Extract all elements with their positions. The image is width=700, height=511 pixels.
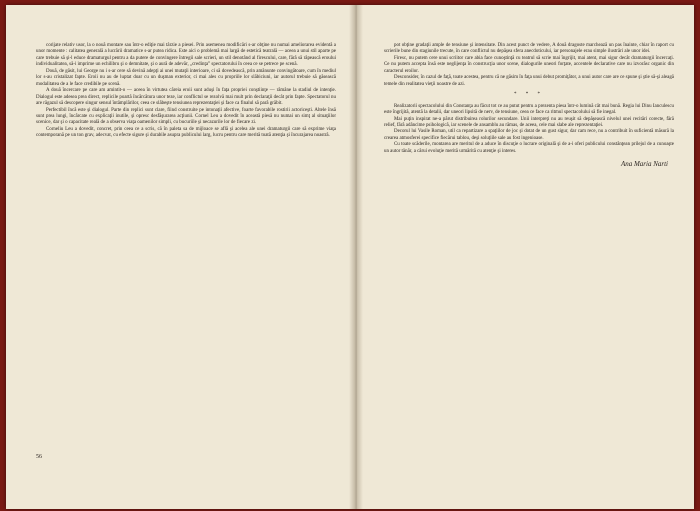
paragraph: A două încercare pe care am amintit-o — aceea în virtutea căreia eroii sunt aduşi în faţa propriei conştiinţe — rămâne la stadiul de intenţie. Dialogul este adesea prea direct, replicile poartă încărcătura unor teze, iar conflictul se rezolvă mai mult prin declaraţii decât prin fapte. Spectatorul nu are răgazul să descopere singur sensul întâmplărilor, ceea ce slăbeşte tensiunea reprezentaţiei şi face ca finalul să pară grăbit. xyxy=(36,88,336,107)
paragraph: Realizatorii spectacolului din Constanţa au făcut tot ce au putut pentru a prezenta piesa într-o lumină cât mai bună. Regia lui Dinu Ianculescu este îngrijită, atentă la detalii, dar uneori lipsită de nerv, de tensiune, ceea ce face ca ritmul spectacolului să fie inegal. xyxy=(384,103,674,116)
paragraph: Firesc, nu putem cere unui scriitor care abia face cunoştinţă cu teatrul să scrie mai îngrijit, mai atent, mai sigur decât dramaturgii încercaţi. Ce nu putem accepta însă este neglijenţa în construcţia unor scene, dialogurile uneori forţate, accentele declarative care nu izvorăsc organic din caracterul eroilor. xyxy=(384,55,674,74)
paragraph: Decorul lui Vasile Roman, util ca repartizare a spaţiilor de joc şi dotat de un gust sigur, dar cam rece, nu a contribuit în suficientă măsură la crearea atmosferei specifice fiecărui tablou, deşi soluţiile sale au fost ingenioase. xyxy=(384,129,674,141)
paragraph: Cu toate scăderile, montarea are meritul de a aduce în discuţie o lucrare originală şi de a-i oferi publicului constănţean prilejul de a cunoaşte un autor tânăr, a cărui evoluţie merită urmărită cu atenţie şi interes. xyxy=(384,142,674,154)
section-divider: * * * xyxy=(514,92,544,98)
paragraph: Mai puţin inspirat ne-a părut distribuirea rolurilor secundare. Unii interpreţi nu au reuşit să depăşească nivelul unei recitări corecte, fără relief, fără adâncime psihologică, iar scenele de ansamblu au rămas, de aceea, cele mai slabe ale reprezentaţiei. xyxy=(384,116,674,128)
left-page xyxy=(6,5,351,509)
right-page-text xyxy=(384,43,674,168)
author-signature: Ana Maria Narti xyxy=(620,160,668,169)
left-page-text xyxy=(36,43,336,140)
paragraph: Corneliu Leu a dovedit, concret, prin ceea ce a scris, că în paleta sa de mijloace se află şi acelea ale unei dramaturgii care să exprime viaţa contemporană pe un ton grav, adecvat, cu efecte sigure şi durabile asupra publicului larg, lucru pentru care merită toată atenţia şi încurajarea noastră. xyxy=(36,126,336,139)
paragraph: pot obţine gradaţii ample de tensiune şi intensitate. Din acest punct de vedere, A două dragoste marchează un pas înainte, chiar în raport cu scrierile bune din stagiunile trecute, în care conflictul nu depăşea sfera anecdoticului, iar personajele erau simple ilustrări ale unor idei. xyxy=(384,43,674,55)
book-spread xyxy=(6,5,694,509)
paragraph: corijate relativ usor, la o nouă montare sau într-o ediţie mai târzie a piesei. Prin asemenea modificări s-ar obţine nu numai ameliorarea evidentă a unor momente : calitatea generală a lucrării dramatice s-ar putea ridica. Este aici o problemă mai largă de estetică teatrală — aceea a unui stil aparte pe care trebuie să şi-l educe dramaturgul pentru a da putere de convingere întregii sale scrieri, un stil denotând al firescului, care, fără să răpească eroului individualitatea, să-i imprime un echilibru şi o demnitate, şi o aură de adevăr, „credinţa” spectatorului în ceea ce se petrece pe scenă. xyxy=(36,43,336,68)
right-page xyxy=(356,5,694,509)
paragraph: Două, de găsit, lui George nu i s-ar cere să devină adepţi ai unei mutaţii interioare, ci să dovedească, prin amănunte convingătoare, cum în mediul lor s-au cristalizat fapte. Eroii nu au de luptat doar cu un duşman exterior, ci mai ales cu propriile lor slăbiciuni, iar autorul trebuie să găsească modalitatea de a le face credibile pe scenă. xyxy=(36,68,336,87)
paragraph: Desconsider, în cazul de faţă, toate acestea, pentru că ne găsim în faţa unui debut promiţător, a unui autor care are ce spune şi ştie să-şi aleagă temele din realitatea vieţii noastre de azi. xyxy=(384,75,674,87)
paragraph: Perfectibil încă este şi dialogul. Parte din replici sunt clare, fiind construite pe intonaţii afective, foarte favorabile rostirii actoriceşti. Altele însă sunt prea lungi, încărcate cu explicaţii inutile, şi opresc desfăşurarea acţiunii. Cornel Leu a dovedit în această piesă nu numai un simţ al situaţiilor scenice, dar şi o capacitate reală de a observa viaţa oamenilor simpli, cu bucuriile şi necazurile lor de fiecare zi. xyxy=(36,107,336,126)
page-number: 56 xyxy=(36,454,42,460)
